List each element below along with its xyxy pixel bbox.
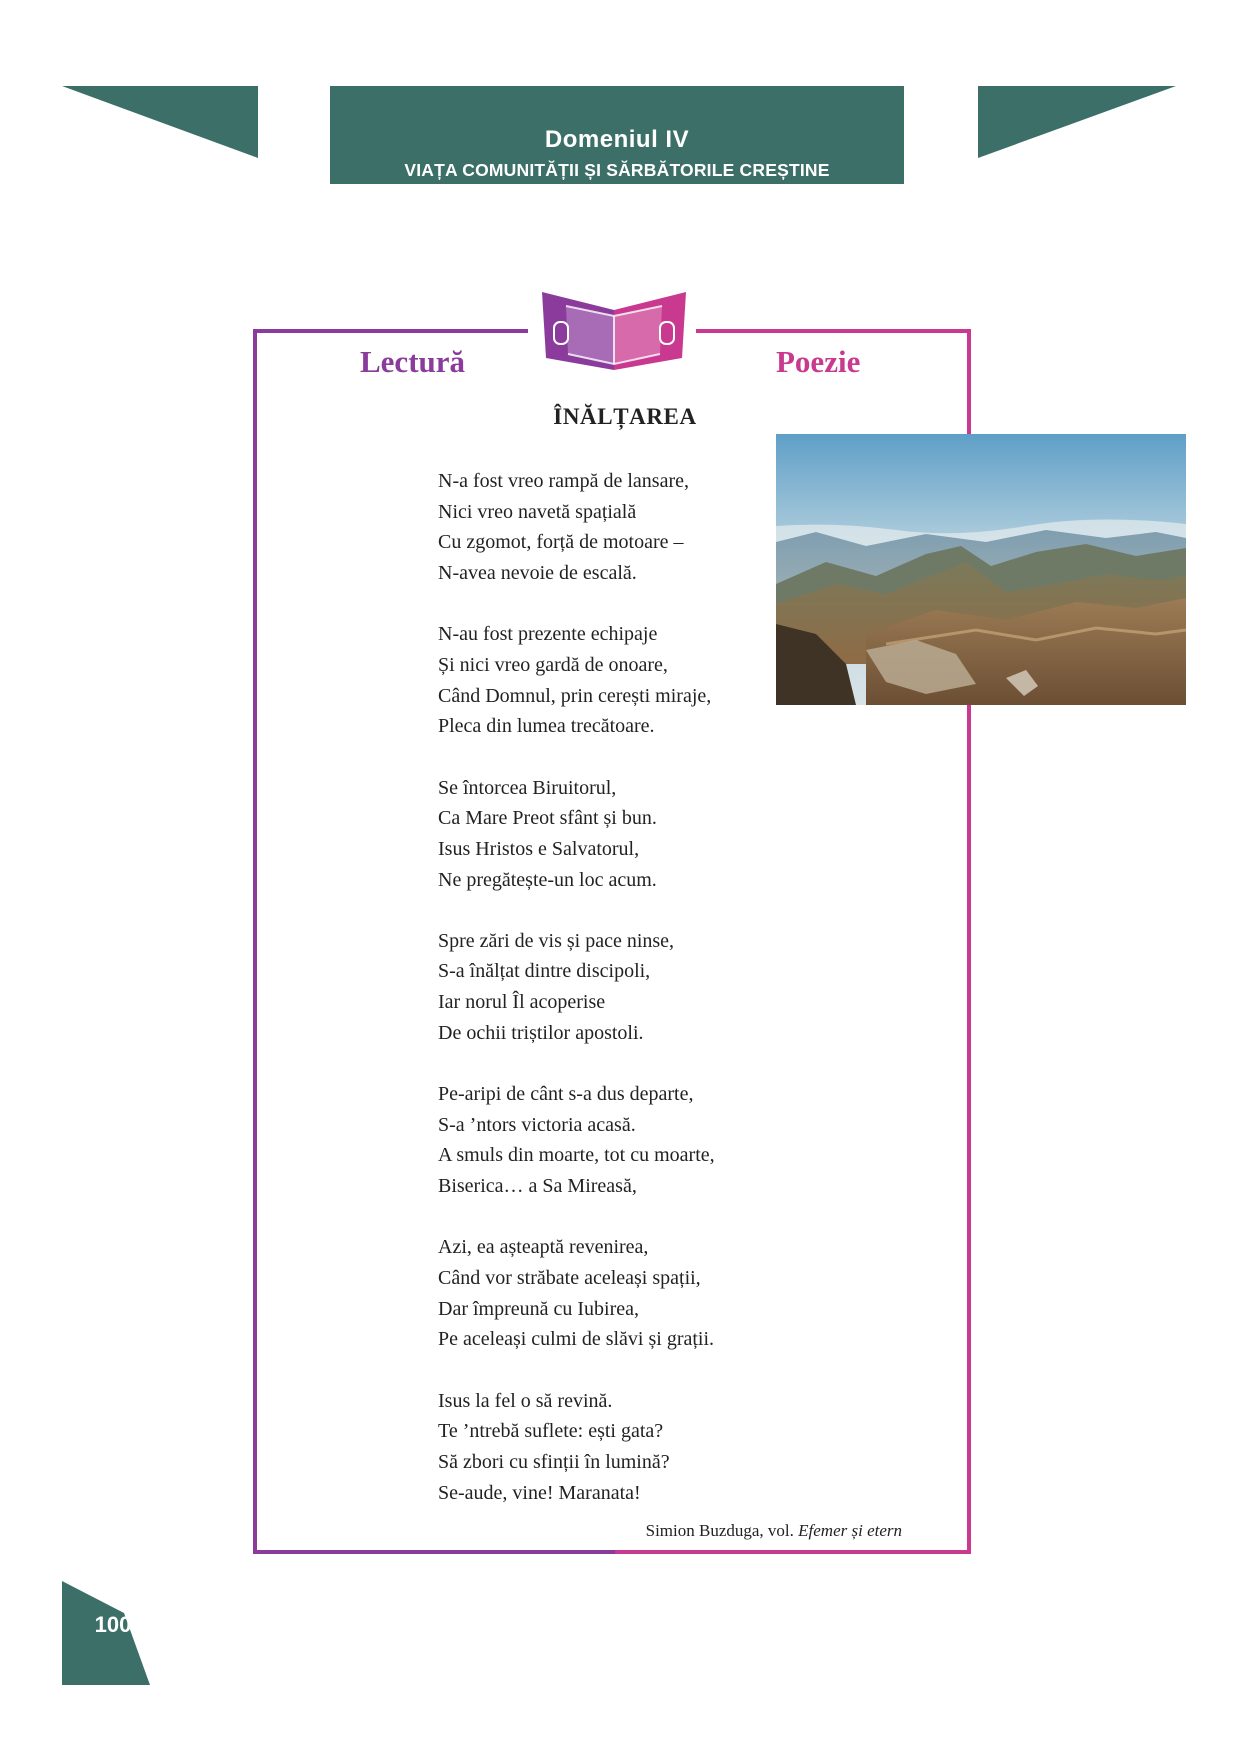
verse-line: Și nici vreo gardă de onoare, <box>438 653 668 676</box>
verse-line: N-avea nevoie de escală. <box>438 562 637 585</box>
verse-line: A smuls din moarte, tot cu moarte, <box>438 1144 715 1167</box>
verse-line: Azi, ea așteaptă revenirea, <box>438 1236 649 1259</box>
attribution-author: Simion Buzduga, vol. <box>645 1521 794 1540</box>
verse-line: Pe-aripi de cânt s-a dus departe, <box>438 1083 694 1105</box>
verse-line: Iar norul Îl acoperise <box>438 991 606 1014</box>
header-left-ribbon <box>62 86 258 158</box>
verse-line: Spre zări de vis și pace ninse, <box>438 929 675 952</box>
stanza <box>438 1386 768 1509</box>
mountain-landscape-photo <box>776 434 1186 705</box>
stanza <box>438 773 768 896</box>
verse-line: Nici vreo navetă spațială <box>438 500 637 523</box>
stanza <box>438 926 768 1049</box>
verse-line: N-au fost prezente echipaje <box>438 623 658 646</box>
stanza <box>438 619 768 742</box>
verse-line: Ca Mare Preot sfânt și bun. <box>438 807 657 830</box>
stanza <box>438 1079 768 1202</box>
verse-line: Pleca din lumea trecătoare. <box>438 715 655 738</box>
domain-title: Domeniul IV <box>544 126 690 153</box>
verse-line: Când vor străbate aceleași spații, <box>438 1266 701 1289</box>
verse-line: S-a înălțat dintre discipoli, <box>438 960 651 983</box>
poem-attribution <box>560 1521 902 1541</box>
verse-line: Se-aude, vine! Maranata! <box>438 1481 641 1504</box>
verse-line: Să zbori cu sfinții în lumină? <box>438 1450 670 1473</box>
section-label-poetry: Poezie <box>776 344 861 379</box>
verse-line: Se întorcea Biruitorul, <box>438 776 617 799</box>
attribution-work: Efemer și etern <box>798 1521 902 1540</box>
verse-line: Când Domnul, prin cerești miraje, <box>438 684 712 707</box>
header-right-ribbon <box>978 86 1176 158</box>
verse-line: De ochii triștilor apostoli. <box>438 1021 644 1044</box>
verse-line: Dar împreună cu Iubirea, <box>438 1297 640 1320</box>
open-book-icon <box>536 288 692 374</box>
page-number: 100 <box>94 1612 132 1637</box>
stanza <box>438 1232 768 1355</box>
domain-header-banner <box>330 86 904 186</box>
poem-title: ÎNĂLȚAREA <box>553 404 697 429</box>
verse-line: Isus Hristos e Salvatorul, <box>438 837 640 860</box>
verse-line: Ne pregătește-un loc acum. <box>438 868 657 891</box>
verse-line: Cu zgomot, forță de motoare – <box>438 531 684 554</box>
verse-line: S-a ’ntors victoria acasă. <box>438 1113 636 1136</box>
verse-line: Te ’ntrebă suflete: ești gata? <box>438 1420 664 1443</box>
poem-body <box>438 466 768 1539</box>
verse-line: Biserica… a Sa Mireasă, <box>438 1175 637 1198</box>
domain-subtitle: VIAȚA COMUNITĂȚII ȘI SĂRBĂTORILE CREȘTINE <box>404 160 830 180</box>
verse-line: N-a fost vreo rampă de lansare, <box>438 470 689 492</box>
verse-line: Isus la fel o să revină. <box>438 1389 613 1412</box>
stanza <box>438 466 768 589</box>
verse-line: Pe aceleași culmi de slăvi și grații. <box>438 1328 715 1351</box>
section-label-reading: Lectură <box>360 344 466 379</box>
